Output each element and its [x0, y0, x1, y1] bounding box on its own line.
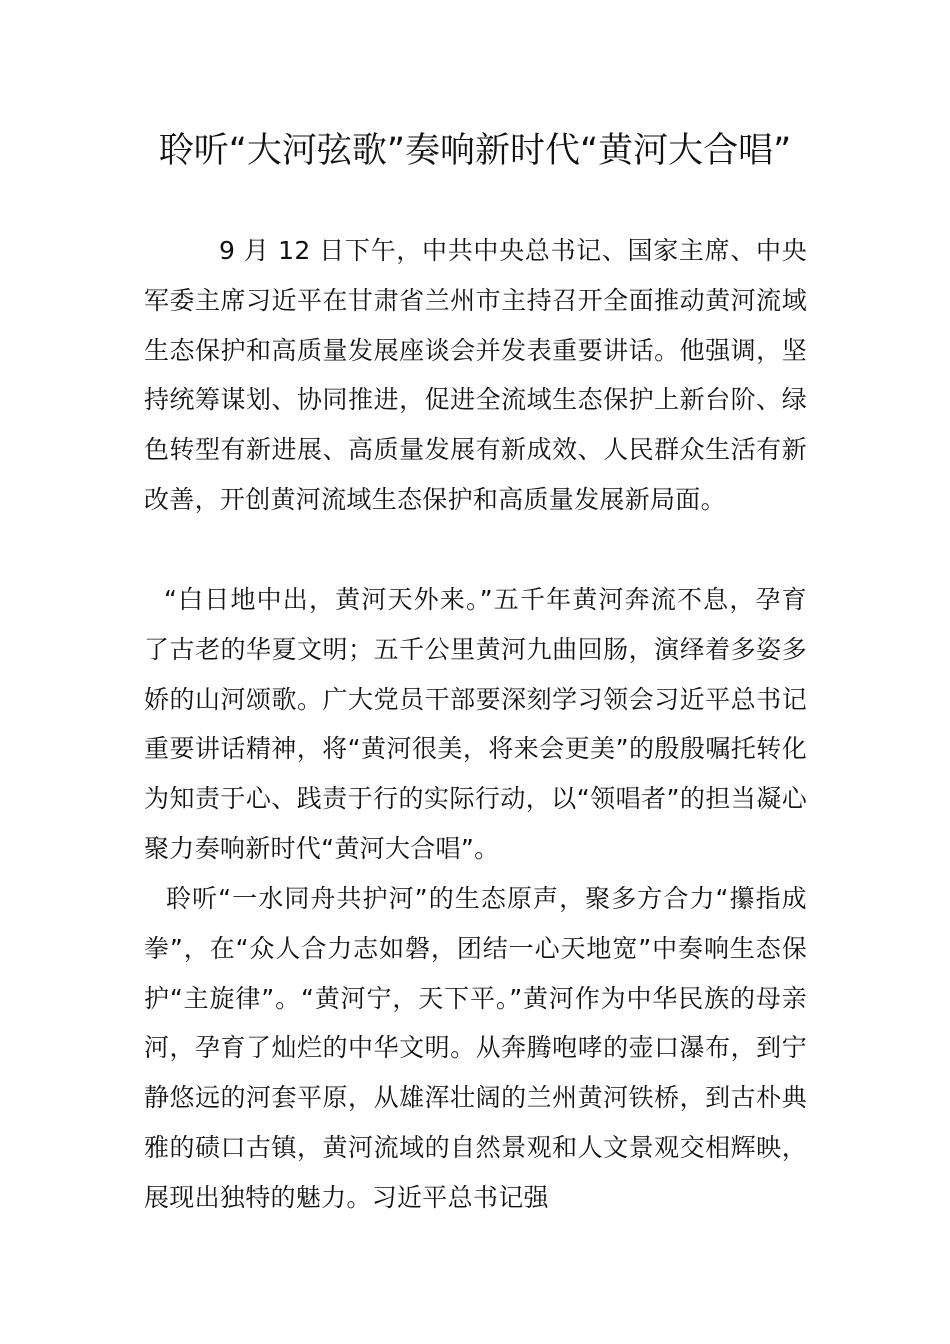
document-title: 聆听“大河弦歌”奏响新时代“黄河大合唱” [158, 131, 792, 171]
paragraph-1: 9 月 12 日下午，中共中央总书记、国家主席、中央军委主席习近平在甘肃省兰州市主持召开全面推动黄河流域生态保护和高质量发展座谈会并发表重要讲话。他强调，坚持统筹谋划、协同推进，促进全流域生态保护上新台阶、绿色转型有新进展、高质量发展有新成效、人民群众生活有新改善，开创黄河流域生态保护和高质量发展新局面。 [144, 236, 807, 514]
paragraph-3: 聆听“一水同舟共护河”的生态原声，聚多方合力“攥指成拳”，在“众人合力志如磐，团结一心天地宽”中奏响生态保护“主旋律”。“黄河宁，天下平。”黄河作为中华民族的母亲河，孕育了灿烂的中华文明。从奔腾咆哮的壶口瀑布，到宁静悠远的河套平原，从雄浑壮阔的兰州黄河铁桥，到古朴典雅的碛口古镇，黄河流域的自然景观和人文景观交相辉映，展现出独特的魅力。习近平总书记强 [144, 884, 807, 1212]
paragraph-2: “白日地中出，黄河天外来。”五千年黄河奔流不息，孕育了古老的华夏文明；五千公里黄河九曲回肠，演绎着多姿多娇的山河颂歌。广大党员干部要深刻学习领会习近平总书记重要讲话精神，将“黄河很美，将来会更美”的殷殷嘱托转化为知责于心、践责于行的实际行动，以“领唱者”的担当凝心聚力奏响新时代“黄河大合唱”。 [144, 585, 807, 863]
